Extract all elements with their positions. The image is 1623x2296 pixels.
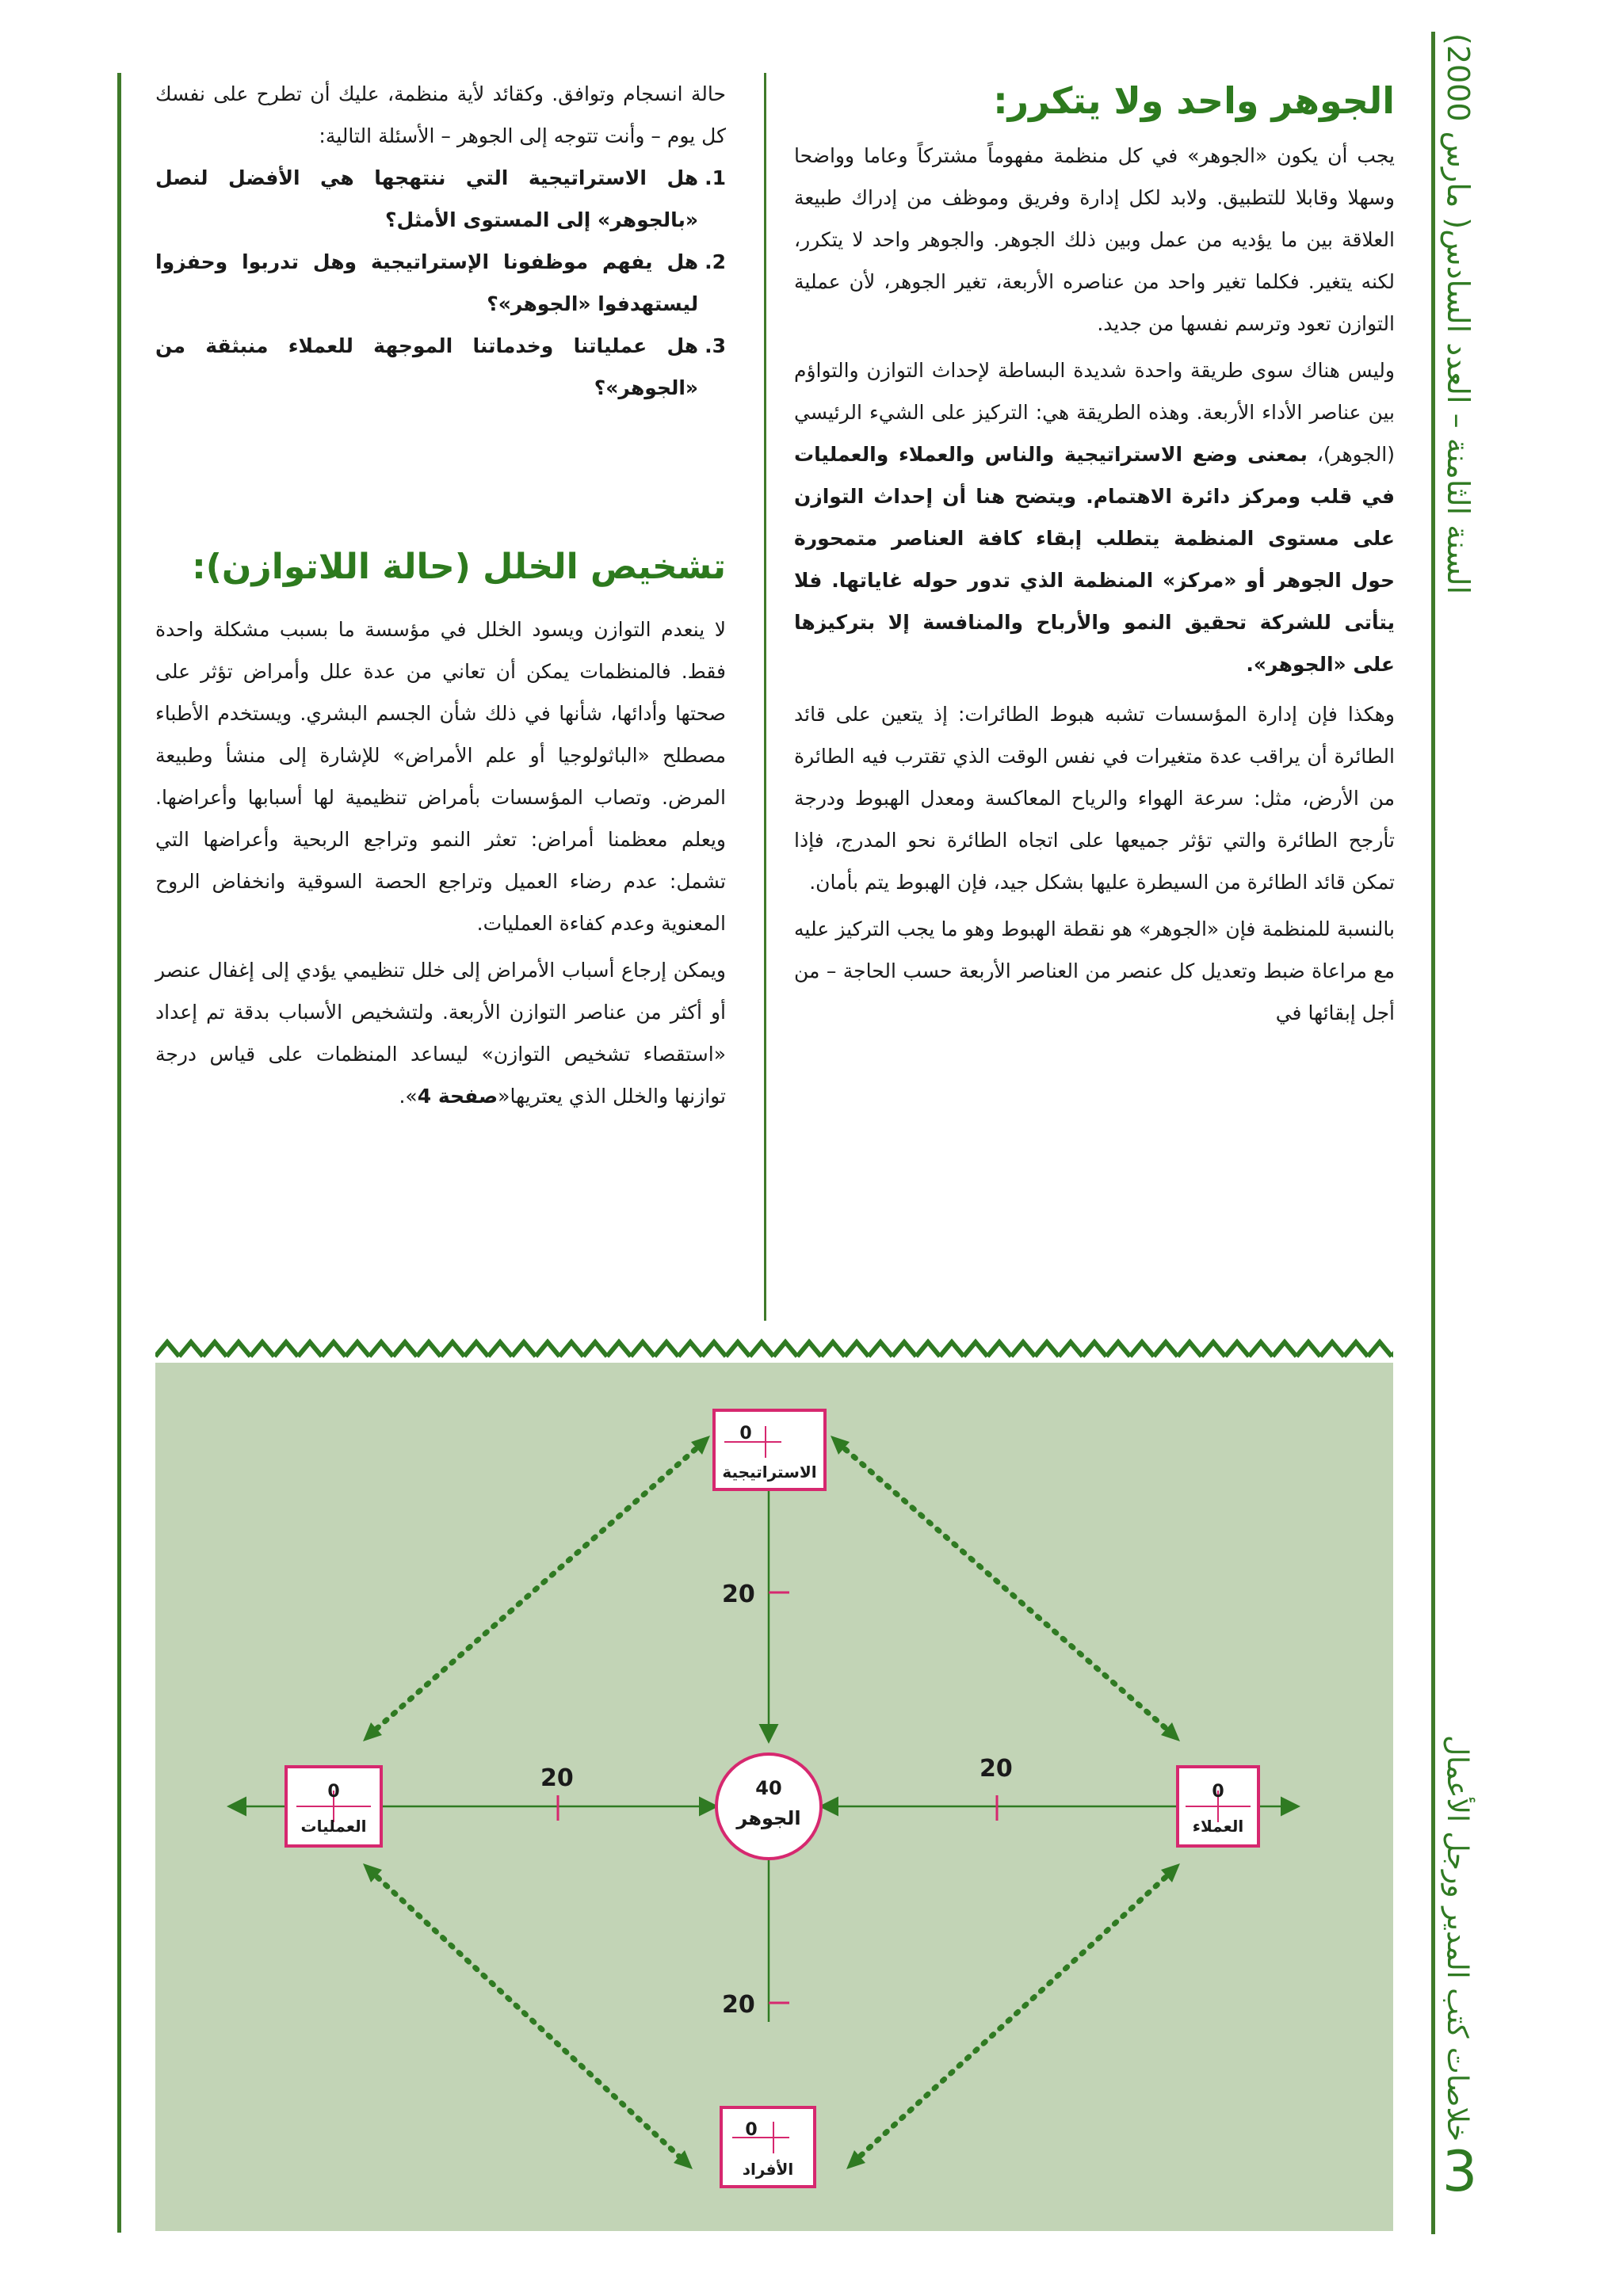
tick-label-left: 20 bbox=[540, 1764, 574, 1792]
list-number: 3. bbox=[705, 334, 726, 357]
node-top-value: 0 bbox=[739, 1424, 752, 1444]
left-column-text-2 bbox=[155, 608, 726, 1117]
heading-diagnosis bbox=[155, 547, 726, 587]
dotted-link-bottom-right bbox=[853, 1870, 1174, 2163]
node-bottom-value: 0 bbox=[745, 2120, 758, 2140]
section-heading: تشخيص الخلل (حالة اللاتوازن): bbox=[192, 547, 726, 587]
paragraph-with-reference bbox=[155, 949, 726, 1117]
page-reference: صفحة 4 bbox=[417, 1085, 498, 1108]
paragraph-with-emphasis bbox=[794, 349, 1395, 685]
node-left-label: العمليات bbox=[300, 1817, 367, 1836]
core-label: الجوهر bbox=[736, 1807, 801, 1829]
paragraph-plain: وليس هناك سوى طريقة واحدة شديدة البساطة لإحداث التوازن والتواؤم بين عناصر الأداء الأربعة. وهذه الطريقة هي: التركيز على الشيء الرئيسي (الجوهر)، bbox=[794, 359, 1395, 466]
list-item bbox=[155, 241, 726, 325]
dotted-link-bottom-left bbox=[369, 1870, 686, 2163]
left-column-text bbox=[155, 73, 726, 409]
list-text: هل الاستراتيجية التي ننتهجها هي الأفضل لنصل «بالجوهر» إلى المستوى الأمثل؟ bbox=[155, 166, 699, 231]
left-margin-line bbox=[117, 73, 121, 2233]
column-divider-line bbox=[764, 73, 766, 1321]
paragraph: حالة انسجام وتوافق. وكقائد لأية منظمة، عليك أن تطرح على نفسك كل يوم – وأنت تتوجه إلى الجوهر – الأسئلة التالية: bbox=[155, 82, 726, 147]
page-number: 3 bbox=[1442, 2139, 1478, 2204]
section-heading: الجوهر واحد ولا يتكرر: bbox=[993, 79, 1395, 122]
question-list bbox=[155, 157, 726, 409]
list-item bbox=[155, 325, 726, 409]
arrowhead bbox=[674, 2150, 693, 2169]
paragraph: يجب أن يكون «الجوهر» في كل منظمة مفهوماً مشتركاً وعاما وواضحا وسهلا وقابلا للتطبيق. ولابد لكل إدارة وفريق وموظف من إدراك طبيعة العلاقة بين ما يؤديه من عمل وبين ذلك الجوهر. والجوهر واحد لا يتكرر، لكنه يتغير. فكلما تغير واحد من عناصره الأربعة، تغير الجوهر، لأن عملية التوازن تعود وترسم نفسها من جديد. bbox=[794, 144, 1395, 335]
node-top-label: الاستراتيجية bbox=[722, 1463, 817, 1482]
paragraph: لا ينعدم التوازن ويسود الخلل في مؤسسة ما بسبب مشكلة واحدة فقط. فالمنظمات يمكن أن تعاني من عدة علل وأمراض تؤثر على صحتها وأدائها، شأنها في ذلك شأن الجسم البشري. ويستخدم الأطباء مصطلح «الباثولوجيا أو علم الأمراض» للإشارة إلى منشأ وطبيعة المرض. وتصاب المؤسسات بأمراض تنظيمية لها أسبابها وأعراضها. ويعلم معظمنا أمراض: تعثر النمو وتراجع الربحية وأعراضها التي تشمل: عدم رضاء العميل وتراجع الحصة السوقية وانخفاض الروح المعنوية وعدم كفاءة العمليات. bbox=[155, 618, 726, 935]
list-text: هل يفهم موظفونا الإستراتيجية وهل تدربوا وحفزوا ليستهدفوا «الجوهر»؟ bbox=[155, 250, 699, 315]
list-text: هل عملياتنا وخدماتنا الموجهة للعملاء منبثقة من «الجوهر»؟ bbox=[155, 334, 699, 399]
paragraph-bold: بمعنى وضع الاستراتيجية والناس والعملاء والعمليات في قلب ومركز دائرة الاهتمام. ويتضح هنا أن إحداث التوازن على مستوى المنظمة يتطلب إبقاء كافة العناصر متمحورة حول الجوهر أو «مركز» المنظمة الذي تدور حوله غاياتها. فلا يتأتى للشركة تحقيق النمو والأرباح والمنافسة إلا بتركيزها على «الجوهر». bbox=[794, 443, 1395, 676]
dotted-link-top-right bbox=[837, 1442, 1174, 1735]
node-right bbox=[1178, 1767, 1258, 1846]
list-item bbox=[155, 157, 726, 241]
node-bottom bbox=[721, 2107, 815, 2187]
paragraph: بالنسبة للمنظمة فإن «الجوهر» هو نقطة الهبوط وهو ما يجب التركيز عليه مع مراعاة ضبط وتعديل كل عنصر من العناصر الأربعة حسب الحاجة – من أجل إبقائها في bbox=[794, 917, 1395, 1024]
node-right-value: 0 bbox=[1212, 1782, 1224, 1802]
tick-label-bottom: 20 bbox=[722, 1991, 755, 2019]
node-left bbox=[286, 1767, 381, 1846]
node-bottom-label: الأفراد bbox=[742, 2160, 794, 2179]
dotted-link-top-left bbox=[369, 1442, 704, 1735]
list-number: 1. bbox=[705, 166, 726, 189]
paragraph: وهكذا فإن إدارة المؤسسات تشبه هبوط الطائرات: إذ يتعين على قائد الطائرة أن يراقب عدة متغيرات في نفس الوقت الذي تقترب فيه الطائرة من الأرض، مثل: سرعة الهواء والرياح المعاكسة ومعدل الهبوط ودرجة تأرجح الطائرة والتي تؤثر جميعها على اتجاه الطائرة نحو المدرج، فإذا تمكن قائد الطائرة من السيطرة عليها بشكل جيد، فإن الهبوط يتم بأمان. bbox=[794, 703, 1395, 894]
balance-diagram-svg bbox=[155, 1363, 1393, 2231]
node-left-value: 0 bbox=[327, 1782, 340, 1802]
publication-title-vertical: خلاصات كتب المدير ورجل الأعمال bbox=[1441, 1735, 1473, 2142]
paragraph-end: ». bbox=[399, 1085, 418, 1108]
tick-label-top: 20 bbox=[722, 1581, 755, 1608]
tick-label-right: 20 bbox=[980, 1755, 1013, 1783]
sidebar-divider-line bbox=[1431, 32, 1435, 2234]
core-value: 40 bbox=[755, 1777, 782, 1799]
right-column-text bbox=[794, 135, 1395, 1034]
core-circle bbox=[716, 1754, 821, 1859]
node-right-label: العملاء bbox=[1192, 1817, 1244, 1836]
node-top bbox=[714, 1410, 825, 1489]
balance-diagram bbox=[155, 1363, 1393, 2231]
zigzag-divider bbox=[155, 1336, 1393, 1363]
paragraph-plain: ويمكن إرجاع أسباب الأمراض إلى خلل تنظيمي يؤدي إلى إغفال عنصر أو أكثر من عناصر التوازن الأربعة. ولتشخيص الأسباب بدقة تم إعداد «استقصاء تشخيص التوازن» ليساعد المنظمات على قياس درجة توازنها والخلل الذي يعتريها« bbox=[155, 959, 726, 1108]
list-number: 2. bbox=[705, 250, 726, 273]
issue-info-vertical: السنة الثامنة – العدد السادس( مارس 2000) bbox=[1441, 33, 1476, 595]
heading-core-unique bbox=[792, 79, 1395, 122]
